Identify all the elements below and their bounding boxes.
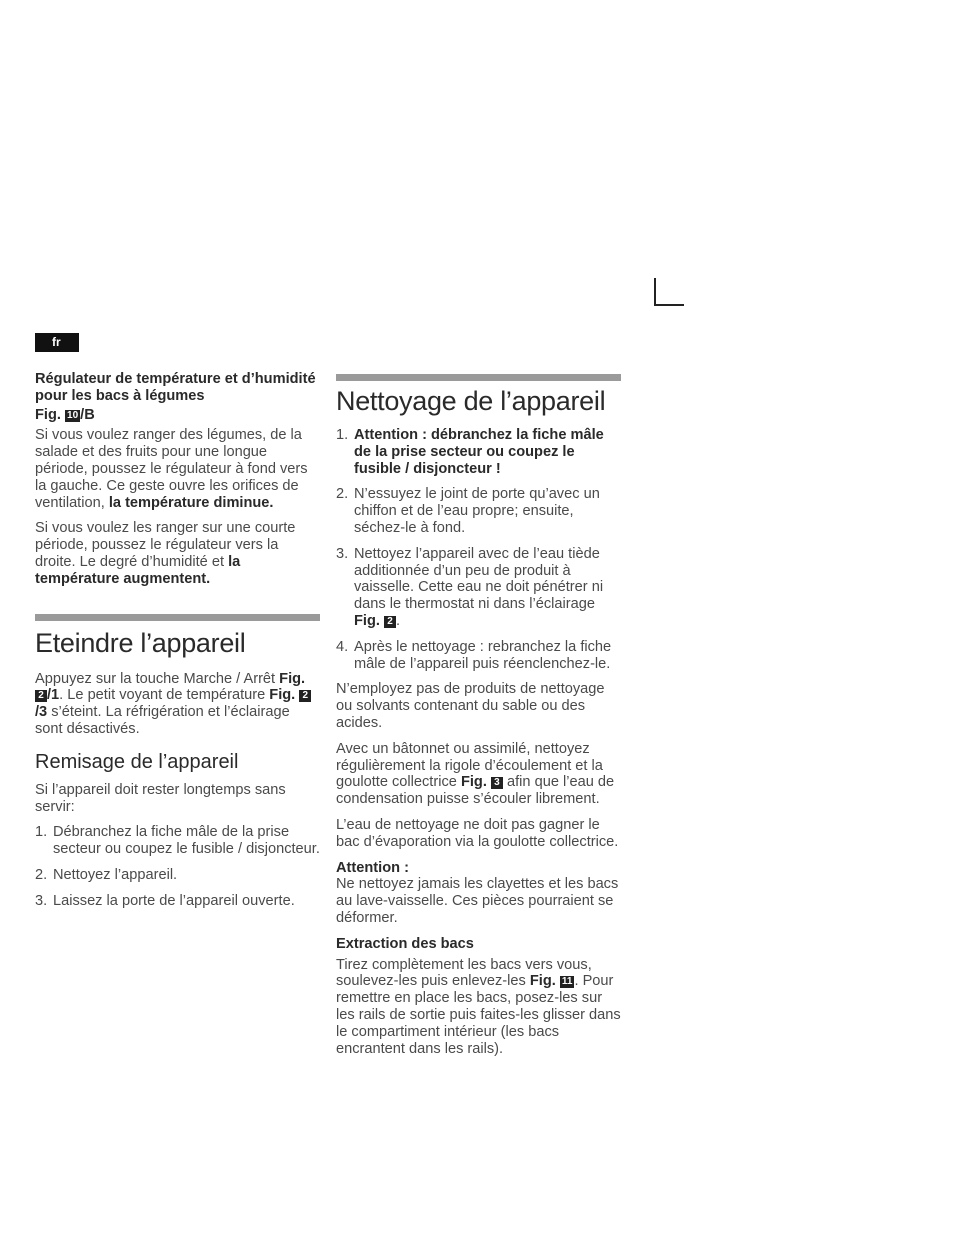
list-item: 3. Laissez la porte de l’appareil ouverte. — [35, 892, 295, 909]
list-item: 2. Nettoyez l’appareil. — [35, 866, 178, 883]
nettoyage-heading: Nettoyage de l’appareil — [336, 386, 606, 416]
eteindre-heading: Eteindre l’appareil — [35, 627, 246, 658]
crop-mark-horizontal — [654, 304, 684, 306]
section-rule — [336, 374, 621, 381]
fig-suffix: /B — [80, 406, 95, 423]
remisage-steps — [35, 824, 320, 909]
eau-paragraph: L’eau de nettoyage ne doit pas gagner le bac d’évaporation via la goulotte collectrice. — [336, 816, 619, 850]
figure-number-badge: 2 — [35, 690, 47, 702]
list-item: 1. Débranchez la fiche mâle de la prise secteur ou coupez le fusible / disjoncteur. — [35, 824, 320, 858]
regulator-fig-ref — [35, 407, 320, 424]
list-item: 3. Nettoyez l’appareil avec de l’eau tiède additionnée d’un peu de produit à vaisselle. Cette eau ne doit pénétrer ni dans le thermostat ni dans l’éclairage Fig. 2 . — [336, 545, 604, 629]
remisage-intro: Si l’appareil doit rester longtemps sans servir: — [35, 781, 286, 815]
regulator-paragraph-short: Si vous voulez les ranger sur une courte période, poussez le régulateur vers la droite. Le degré d’humidité et la température augmentent. — [35, 520, 296, 587]
figure-number-badge: 2 — [299, 690, 311, 702]
extraction-title: Extraction des bacs — [336, 935, 474, 952]
right-column — [336, 374, 621, 1066]
left-column — [35, 371, 320, 919]
attention-title: Attention : — [336, 859, 409, 876]
list-item: 4. Après le nettoyage : rebranchez la fiche mâle de l’appareil puis réenclenchez-le. — [336, 638, 612, 672]
attention-paragraph: Ne nettoyez jamais les clayettes et les bacs au lave-vaisselle. Ces pièces pourraient se déformer. — [336, 876, 619, 926]
rigole-paragraph: Avec un bâtonnet ou assimilé, nettoyez régulièrement la rigole d’écoulement et la goulotte collectrice Fig. 3 afin que l’eau de condensation puisse s’écouler librement. — [336, 740, 615, 808]
figure-number-badge: 3 — [491, 777, 503, 789]
eteindre-paragraph: Appuyez sur la touche Marche / Arrêt Fig. 2 /1. Le petit voyant de température Fig. 2/3 s’éteint. La réfrigération et l’éclairage sont désactivés. — [35, 671, 320, 738]
list-item: 2. N’essuyez le joint de porte qu’avec un chiffon et de l’eau propre; ensuite, séchez-le à fond. — [336, 486, 600, 536]
section-rule — [35, 614, 320, 621]
products-paragraph: N’employez pas de produits de nettoyage ou solvants contenant du sable ou des acides. — [336, 681, 605, 731]
regulator-paragraph-long: Si vous voulez ranger des légumes, de la salade et des fruits pour une longue période, poussez le régulateur à fond vers la gauche. Ce geste ouvre les orifices de ventilation, la température diminue. — [35, 427, 308, 511]
figure-number-badge: 11 — [561, 976, 573, 988]
list-item: 1. Attention : débranchez la fiche mâle de la prise secteur ou coupez le fusible / disjoncteur ! — [336, 427, 604, 477]
language-tag: fr — [35, 333, 79, 352]
crop-mark-vertical — [654, 278, 656, 306]
regulator-title: Régulateur de température et d’humidité pour les bacs à légumes — [35, 371, 316, 404]
fig-label: Fig. — [35, 406, 61, 423]
extraction-paragraph: Tirez complètement les bacs vers vous, soulevez-les puis enlevez-les Fig. 11 . Pour remettre en place les bacs, posez-les sur les rails de sortie puis faites-les glisser dans le compartiment intérieur (les bacs encrantent dans les rails). — [336, 956, 621, 1057]
figure-number-badge: 2 — [384, 616, 396, 628]
remisage-heading: Remisage de l’appareil — [35, 750, 239, 773]
figure-number-badge: 10 — [67, 409, 79, 421]
nettoyage-steps — [336, 427, 621, 672]
